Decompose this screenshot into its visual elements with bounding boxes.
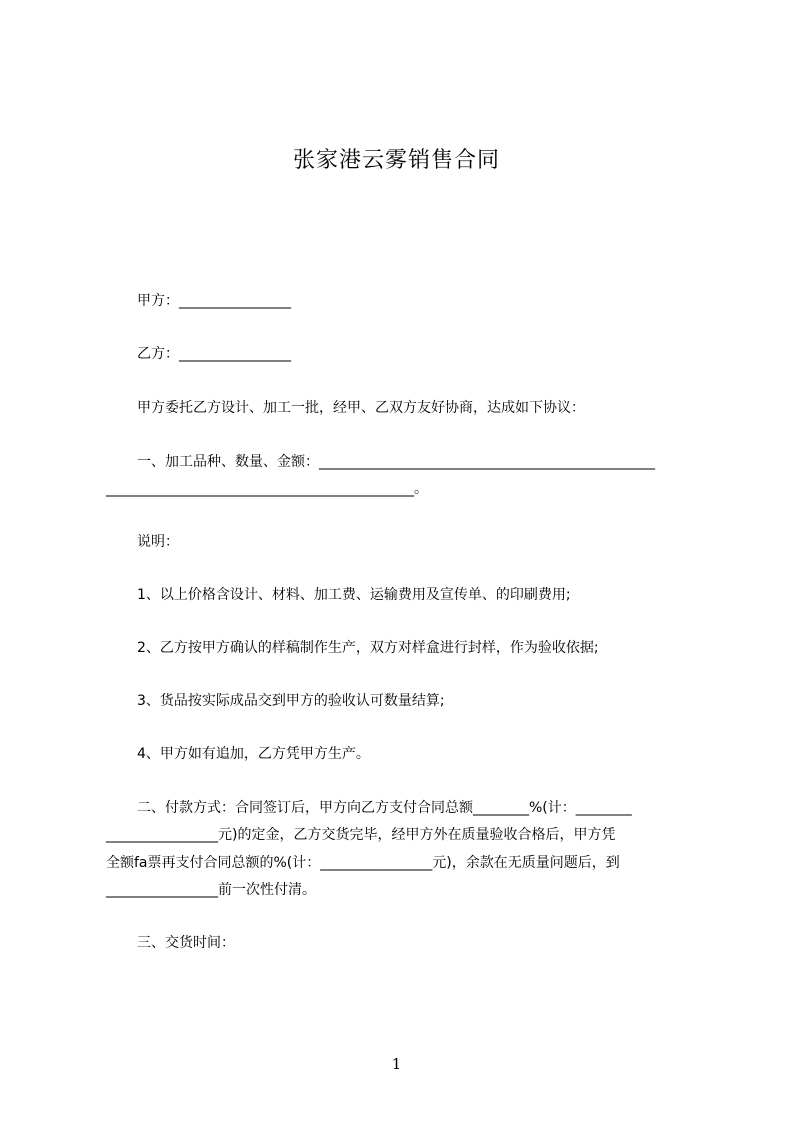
note-2: 2、乙方按甲方确认的样稿制作生产，双方对样盒进行封样，作为验收依据; [137,640,599,656]
note-3: 3、货品按实际成品交到甲方的验收认可数量结算; [137,693,445,709]
section1-line1: 一、加工品种、数量、金额：________________________________________________ [137,454,655,470]
section2-line2: ________________元)的定金，乙方交货完毕，经甲方外在质量验收合格后，甲方凭 [106,827,616,843]
section2-line3: 全额fa票再支付合同总额的%(计：________________元)，余款在无质量问题后，到 [106,855,620,871]
section1-line2: ____________________________________________。 [106,481,428,497]
party-a-line: 甲方：________________ [137,293,291,309]
party-b-line: 乙方：________________ [137,346,291,362]
document-title: 张家港云雾销售合同 [292,148,500,173]
notes-heading: 说明： [137,534,179,550]
section3-heading: 三、交货时间： [137,935,235,951]
page-number: 1 [391,1055,402,1073]
note-1: 1、以上价格含设计、材料、加工费、运输费用及宣传单、的印刷费用; [137,587,571,603]
intro-paragraph: 甲方委托乙方设计、加工一批，经甲、乙双方友好协商，达成如下协议： [137,400,585,416]
note-4: 4、甲方如有追加，乙方凭甲方生产。 [137,746,370,762]
section2-line4: ________________前一次性付清。 [106,882,316,898]
section2-line1: 二、付款方式：合同签订后，甲方向乙方支付合同总额________%(计：________ [137,800,632,816]
